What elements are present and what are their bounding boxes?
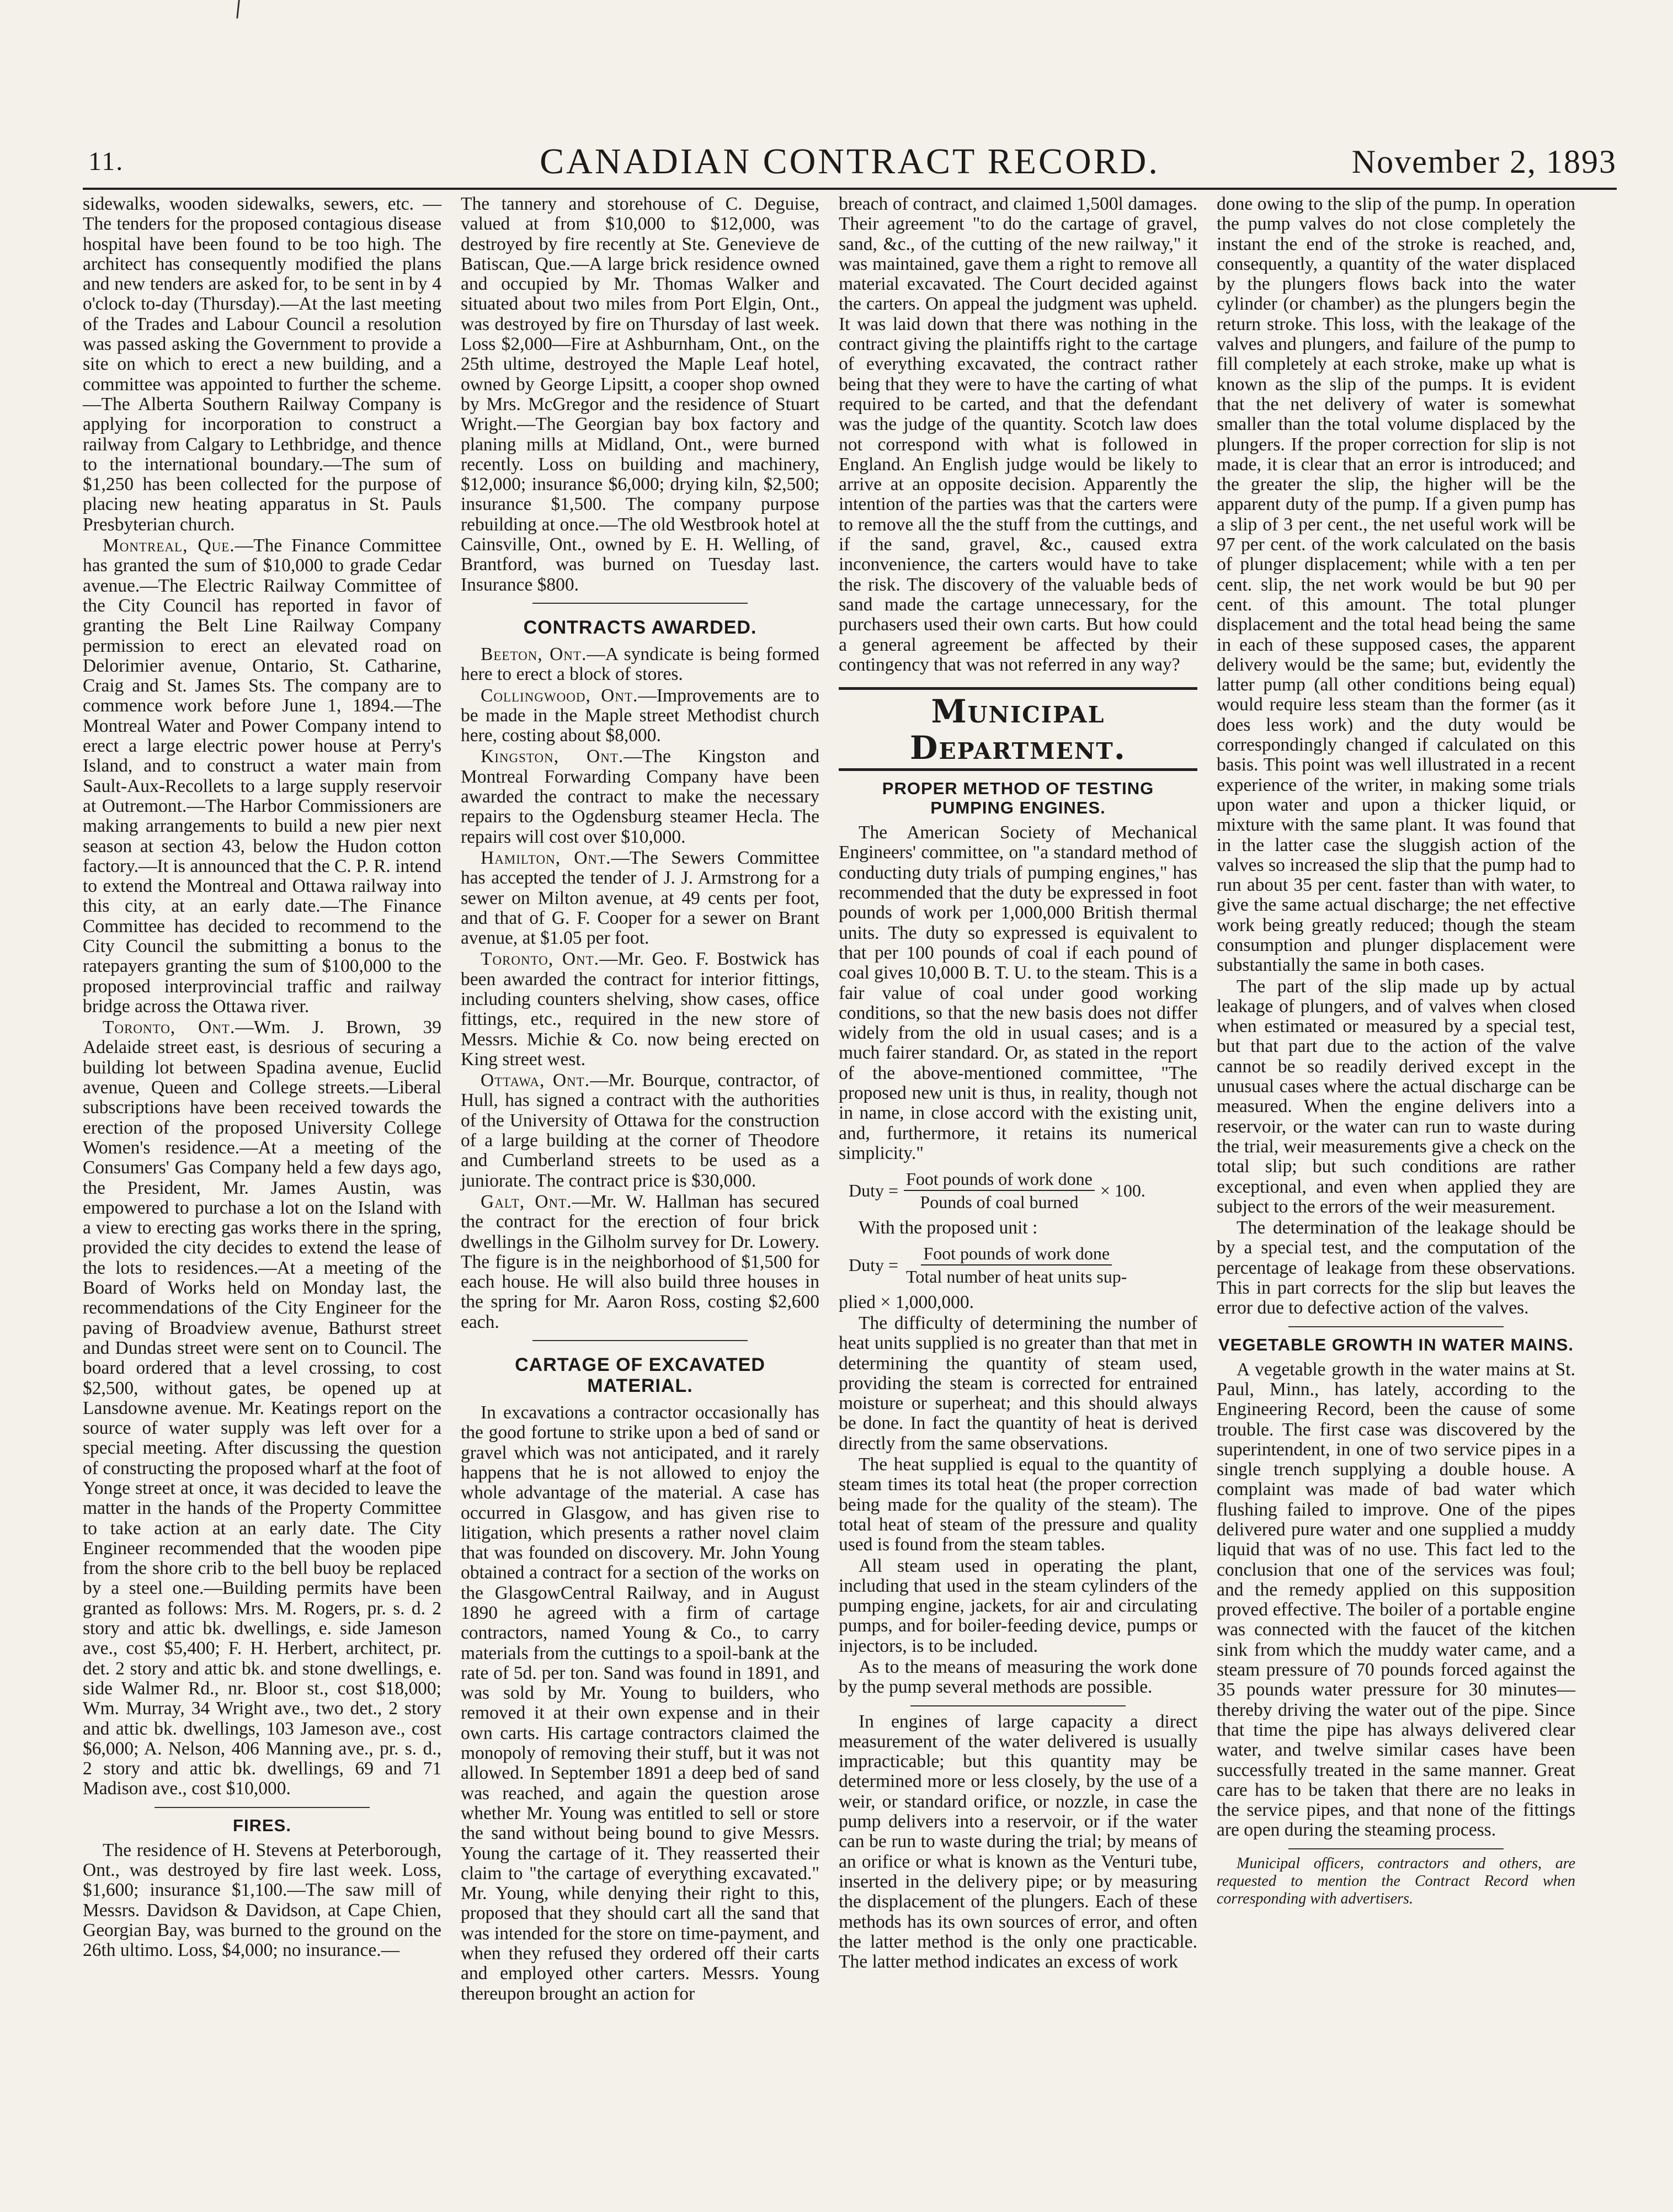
- separator: [910, 1705, 1126, 1706]
- column-1: [83, 194, 441, 1962]
- duty-formula-old: [849, 1169, 1197, 1213]
- article-paragraph: With the proposed unit :: [859, 1217, 1038, 1238]
- article-paragraph: [83, 536, 441, 1017]
- column-3: [839, 194, 1197, 1973]
- separator: [1288, 1848, 1504, 1849]
- article-paragraph: [461, 1071, 819, 1191]
- fold-mark: [236, 0, 245, 19]
- formula-denominator: Total number of heat units sup-: [906, 1267, 1127, 1287]
- formula-numerator: Foot pounds of work done: [921, 1243, 1112, 1265]
- article-paragraph: [461, 848, 819, 948]
- article-paragraph: [461, 686, 819, 746]
- article-paragraph: done owing to the slip of the pump. In operation the pump valves do not close completely the instant the end of the stroke is reached, and, consequently, a quantity of the water displaced by the plungers flows back into the water cylinder (or chamber) as the plungers begin the return stroke. This loss, with the leakage of the valves and plungers, and failure of the pump to fill completely at each stroke, make up what is known as the slip of the pumps. It is evident that the net delivery of water is somewhat smaller than the total volume displaced by the plungers. If the proper correction for slip is not made, it is clear that an error is introduced; and the greater the slip, the higher will be the apparent duty of the pump. If a given pump has a slip of 3 per cent., the net useful work will be 97 per cent. of the work calculated on the basis of plunger displacement; while with a ten per cent. slip, the net work would be but 90 per cent. of this amount. The total plunger displacement and the total head being the same in each of these supposed cases, the apparent delivery would be the same; but, evidently the latter pump (all other conditions being equal) would require less steam than the former (as it does less work) and the duty would be correspondingly changed if calculated on this basis. This point was well illustrated in a recent experience of the writer, in making some trials upon water and upon a thicker liquid, or mixture with the same plant. It was found that in the latter case the sluggish action of the valves so increased the slip that the pump had to run about 35 per cent. faster than with water, to give the same actual discharge; the net effective work being greatly reduced; though the steam consumption and plunger displacement were substantially the same in both cases.: [1217, 194, 1575, 976]
- newspaper-title: CANADIAN CONTRACT RECORD.: [540, 141, 1160, 182]
- article-paragraph: All steam used in operating the plant, including that used in the steam cylinders of the pumping engine, jackets, for air and circulating pumps, and for boiler-feeding device, pumps or injectors, is to be included.: [839, 1555, 1197, 1656]
- paragraph-text: —The Sewers Committee has accepted the tender of J. J. Armstrong for a sewer on Milton avenue, at 49 cents per foot, and that of G. F. Cooper for a sewer on Brant avenue, at $1.05 per foot.: [461, 847, 819, 949]
- place-name: Beeton, Ont.: [481, 644, 587, 664]
- section-heading-pumping-engines: PROPER METHOD OF TESTING PUMPING ENGINES.: [882, 779, 1154, 818]
- separator: [532, 603, 748, 604]
- section-heading-vegetable-growth: VEGETABLE GROWTH IN WATER MAINS.: [1218, 1334, 1574, 1354]
- article-paragraph: The American Society of Mechanical Engineers' committee, on "a standard method of conducting duty trials of pumping engines," has recommended that the duty be expressed in foot pounds of work per 1,000,000 British thermal units. The duty so expressed is equivalent to that per 100 pounds of coal if each pound of coal gives 10,000 B. T. U. to the steam. This is a fair value of coal under good working conditions, so that the new basis does not differ widely from the old in usual cases; and is a much fairer standard. Or, as stated in the report of the above-mentioned committee, "The proposed new unit is thus, in reality, though not in name, in close accord with the existing unit, and, furthermore, it retains its numerical simplicity.": [839, 822, 1197, 1163]
- place-name: Hamilton, Ont.: [481, 847, 611, 868]
- paragraph-text: —Mr. Geo. F. Bostwick has been awarded the contract for interior fittings, including counters shelving, show cases, office fittings, etc., required in the new store of Messrs. Michie & Co. now being erected on King street west.: [461, 949, 819, 1070]
- section-heading-cartage: CARTAGE OF EXCAVATED MATERIAL.: [515, 1354, 765, 1397]
- separator: [532, 1340, 748, 1341]
- formula-continuation: plied × 1,000,000.: [839, 1291, 974, 1312]
- paragraph-text: —Mr. Bourque, contractor, of Hull, has signed a contract with the authorities of the University of Ottawa for the construction of a large building at the corner of Theodore and Cumberland streets to be used as a juniorate. The contract price is $30,000.: [461, 1070, 820, 1191]
- formula-fraction: [904, 1243, 1129, 1287]
- paragraph-text: —Mr. W. Hallman has secured the contract for the erection of four brick dwellings in the Gilholm survey for Dr. Lowery. The figure is in the neighborhood of $1,500 for each house. He will also build three houses in the spring for Mr. Aaron Ross, costing $2,600 each.: [461, 1191, 819, 1332]
- header-rule: [83, 188, 1617, 190]
- article-paragraph: In engines of large capacity a direct measurement of the water delivered is usually impracticable; but this quantity may be determined more or less closely, by the use of a weir, or standard orifice, or nozzle, in case the pump delivers into a reservoir, or if the water can be run to waste during the trial; by means of an orifice or what is known as the Venturi tube, inserted in the delivery pipe; or by measuring the displacement of the plungers. Each of these methods has its own sources of error, and often the latter method is the only one practicable. The latter method indicates an excess of work: [839, 1711, 1197, 1972]
- paragraph-text: —Improvements are to be made in the Maple street Methodist church here, costing about $8,000.: [461, 685, 819, 746]
- footnote: Municipal officers, contractors and others, are requested to mention the Contract Record when corresponding with advertisers.: [1217, 1854, 1575, 1907]
- formula-rhs: × 100.: [1100, 1181, 1145, 1201]
- article-paragraph: [83, 1018, 441, 1799]
- article-paragraph: breach of contract, and claimed 1,500l damages. Their agreement "to do the cartage of gravel, sand, &c., of the cutting of the new railway," it was maintained, gave them a right to remove all material excavated. The Court decided against the carters. On appeal the judgment was upheld. It was laid down that there was nothing in the contract giving the plaintiffs right to the cartage of everything excavated, the contract rather being that they were to have the carting of what required to be carted, and that the defendant was the judge of the quantity. Scotch law does not correspond with what is followed in England. An English judge would be likely to arrive at an opposite decision. Apparently the intention of the parties was that the carters were to remove all the the stuff from the cuttings, and if the sand, gravel, &c., caused extra inconvenience, the carters would have to take the risk. The discovery of the valuable beds of sand made the cartage unnecessary, for the purchasers used their own carts. But how could a general agreement be affected by their contingency that was not referred in any way?: [839, 194, 1197, 675]
- paragraph-text: —A syndicate is being formed here to erect a block of stores.: [461, 644, 819, 685]
- article-paragraph: The residence of H. Stevens at Peterborough, Ont., was destroyed by fire last week. Loss, $1,600; insurance $1,100.—The saw mill of Messrs. Davidson & Davidson, at Cape Chien, Georgian Bay, was burned to the ground on the 26th ultimo. Loss, $4,000; no insurance.—: [83, 1839, 441, 1961]
- issue-date: November 2, 1893: [1351, 143, 1617, 180]
- article-paragraph: A vegetable growth in the water mains at St. Paul, Minn., has lately, according to the Engineering Record, been the cause of some trouble. The first case was discovered by the superintendent, in one of two service pipes in a single trench supplying a double house. A complaint was made of bad water which flushing failed to improve. One of the pipes delivered pure water and one supplied a muddy liquid that was of no use. This fact led to the conclusion that one of the services was foul; and the remedy applied on this supposition proved effective. The boiler of a portable engine was connected with the faucet of the kitchen sink from which the muddy water came, and a steam pressure of 70 pounds forced against the 35 pounds water pressure for 30 minutes—thereby driving the water out of the pipe. Since that time the pipe has always delivered clear water, and twelve similar cases have been successfully treated in the same manner. Great care has to be taken that there are no leaks in the service pipes, and that none of the fittings are open during the steaming process.: [1217, 1359, 1575, 1841]
- article-paragraph: In excavations a contractor occasionally has the good fortune to strike upon a bed of sand or gravel which was not anticipated, and it rarely happens that he is not allowed to enjoy the whole advantage of the material. A case has occurred in Glasgow, and has given rise to litigation, which presents a rather novel claim that was founded on discovery. Mr. John Young obtained a contract for a section of the works on the GlasgowCentral Railway, and in August 1890 he agreed with a firm of cartage contractors, named Young & Co., to carry materials from the cuttings to a spoil-bank at the rate of 5d. per ton. Sand was found in 1891, and was sold by Mr. Young to builders, who removed it at their own expense and in their own carts. His cartage contractors claimed the monopoly of removing their stuff, but it was not allowed. In September 1891 a deep bed of sand was reached, and again the question arose whether Mr. Young was entitled to sell or store the sand without being bound to give Messrs. Young the cartage of it. They reasserted their claim to "the cartage of everything excavated." Mr. Young, while denying their right to this, proposed that they should cart all the sand that was intended for the store on time-payment, and when they refused they ordered off their carts and employed other carters. Messrs. Young thereupon brought an action for: [461, 1402, 819, 2004]
- place-name: Toronto, Ont.: [481, 949, 600, 970]
- place-name: Toronto, Ont.: [103, 1017, 236, 1038]
- place-name: Montreal, Que.: [103, 535, 235, 556]
- article-paragraph: As to the means of measuring the work done by the pump several methods are possible.: [839, 1657, 1197, 1698]
- municipal-department-banner: Municipal Department.: [839, 687, 1197, 771]
- article-paragraph: [461, 949, 819, 1070]
- article-paragraph: The heat supplied is equal to the quantity of steam times its total heat (the proper correction being made for the quality of the steam). The total heat of steam of the pressure and quality used is found from the steam tables.: [839, 1454, 1197, 1555]
- page-header: [83, 141, 1617, 185]
- article-paragraph: The difficulty of determining the number of heat units supplied is no greater than that met in determining the quantity of steam used, providing the steam is corrected for entrained moisture or superheat; and this should always be done. In fact the quantity of heat is derived directly from the same observations.: [839, 1312, 1197, 1454]
- formula-fraction: [904, 1169, 1095, 1213]
- place-name: Kingston, Ont.: [481, 746, 624, 767]
- page-number: 11.: [88, 147, 124, 176]
- article-paragraph: sidewalks, wooden sidewalks, sewers, etc. —The tenders for the proposed contagious disease hospital have been found to be too high. The architect has consequently modified the plans and new tenders are asked for, to be sent in by 4 o'clock to-day (Thursday).—At the last meeting of the Trades and Labour Council a resolution was passed asking the Government to provide a site on which to erect a new building, and a committee was appointed to further the scheme.—The Alberta Southern Railway Company is applying for incorporation to construct a railway from Calgary to Lethbridge, and thence to the international boundary.—The sum of $1,250 has been collected for the purpose of placing new heating apparatus in St. Pauls Presbyterian church.: [83, 194, 441, 535]
- formula-lhs: Duty =: [849, 1255, 899, 1275]
- column-4: [1217, 194, 1575, 1909]
- article-paragraph: The tannery and storehouse of C. Deguise, valued at from $10,000 to $12,000, was destroyed by fire recently at Ste. Genevieve de Batiscan, Que.—A large brick residence owned and occupied by Mr. Thomas Walker and situated about two miles from Port Elgin, Ont., was destroyed by fire on Thursday of last week. Loss $2,000—Fire at Ashburnham, Ont., on the 25th ultime, destroyed the Maple Leaf hotel, owned by George Lipsitt, a cooper shop owned by Mrs. McGregor and the residence of Stuart Wright.—The Georgian bay box factory and planing mills at Midland, Ont., were burned recently. Loss on building and machinery, $12,000; insurance $6,000; drying kiln, $2,500; insurance $1,500. The company purpose rebuilding at once.—The old Westbrook hotel at Cainsville, Ont., owned by E. H. Welling, of Brantford, was burned on Tuesday last. Insurance $800.: [461, 194, 819, 595]
- separator: [154, 1807, 370, 1808]
- section-heading-fires: FIRES.: [233, 1815, 291, 1835]
- article-paragraph: [461, 645, 819, 685]
- section-heading-contracts-awarded: CONTRACTS AWARDED.: [523, 616, 757, 638]
- column-2: [461, 194, 819, 2005]
- paragraph-text: —Wm. J. Brown, 39 Adelaide street east, is desrious of securing a building lot between Spadina avenue, Euclid avenue, Queen and College streets.—Liberal subscriptions have been received towards the erection of the proposed University College Women's residence.—At a meeting of the Consumers' Gas Company held a few days ago, the President, Mr. James Austin, was empowered to purchase a lot on the Island with a view to erecting gas works there in the spring, provided the city decides to extend the lease of the lots to residences.—At a meeting of the Board of Works held on Monday last, the recommendations of the City Engineer for the paving of Broadview avenue, Bathurst street and Dundas street were sent on to Council. The board ordered that a level crossing, to cost $2,500, without gates, be opened up at Lansdowne avenue. Mr. Keatings report on the source of water supply was left over for a special meeting. After discussing the question of constructing the proposed wharf at the foot of Yonge street at once, it was decided to leave the matter in the hands of the Property Committee to take action at an early date. The City Engineer recommended that the wooden pipe from the shore crib to the bell buoy be replaced by a steel one.—Building permits have been granted as follows: Mrs. M. Rogers, pr. s. d. 2 story and attic bk. dwellings, e. side Jameson ave., cost $5,400; F. H. Herbert, architect, pr. det. 2 story and attic bk. and stone dwellings, e. side Walmer Rd., nr. Bloor st., cost $18,000; Wm. Murray, 34 Wright ave., two det., 2 story and attic bk. dwellings, 103 Jameson ave., cost $6,000; A. Nelson, 406 Manning ave., pr. s. d., 2 story and attic bk. dwellings, 69 and 71 Madison ave., cost $10,000.: [83, 1017, 442, 1799]
- separator: [1288, 1326, 1504, 1327]
- formula-lhs: Duty =: [849, 1181, 899, 1201]
- paragraph-text: —The Kingston and Montreal Forwarding Company have been awarded the contract to make the necessary repairs to the Ogdensburg steamer Hecla. The repairs will cost over $10,000.: [461, 746, 819, 847]
- article-paragraph: The determination of the leakage should be by a special test, and the computation of the percentage of leakage from these observations. This in part corrects for the slip but leaves the error due to defective action of the valves.: [1217, 1217, 1575, 1318]
- formula-numerator: Foot pounds of work done: [904, 1169, 1095, 1191]
- article-paragraph: [461, 747, 819, 847]
- place-name: Collingwood, Ont.: [481, 685, 638, 706]
- formula-denominator: Pounds of coal burned: [920, 1192, 1079, 1213]
- place-name: Ottawa, Ont.: [481, 1070, 590, 1091]
- paragraph-text: —The Finance Committee has granted the sum of $10,000 to grade Cedar avenue.—The Electric Railway Committee of the City Council has reported in favor of granting the Belt Line Railway Company permission to erect an elevated road on Delorimier avenue, Ontario, St. Catharine, Craig and St. James Sts. The company are to commence work before June 1, 1894.—The Montreal Water and Power Company intend to erect a large electric power house at Perry's Island, and to construct a water main from Sault-Aux-Recollets to a large supply reservoir at Outremont.—The Harbor Commissioners are making arrangements to build a new pier next season at section 43, below the Hudon cotton factory.—It is announced that the C. P. R. intend to extend the Montreal and Ottawa railway into this city, at an early date.—The Finance Committee has decided to recommend to the City Council the submitting a bonus to the ratepayers granting the sum of $100,000 to the proposed interprovincial traffic and railway bridge across the Ottawa river.: [83, 535, 441, 1017]
- article-paragraph: [461, 1192, 819, 1332]
- place-name: Galt, Ont.: [481, 1191, 572, 1212]
- article-paragraph: The part of the slip made up by actual leakage of plungers, and of valves when closed when estimated or measured by a special test, but that part due to the action of the valve cannot be so readily derived except in the unusual cases where the actual discharge can be measured. When the engine delivers into a reservoir, or the water can run to waste during the trial, weir measurements give a check on the total slip; but such conditions are rather exceptional, and even when applied they are subject to the errors of the weir measurement.: [1217, 976, 1575, 1217]
- duty-formula-new: [849, 1243, 1197, 1287]
